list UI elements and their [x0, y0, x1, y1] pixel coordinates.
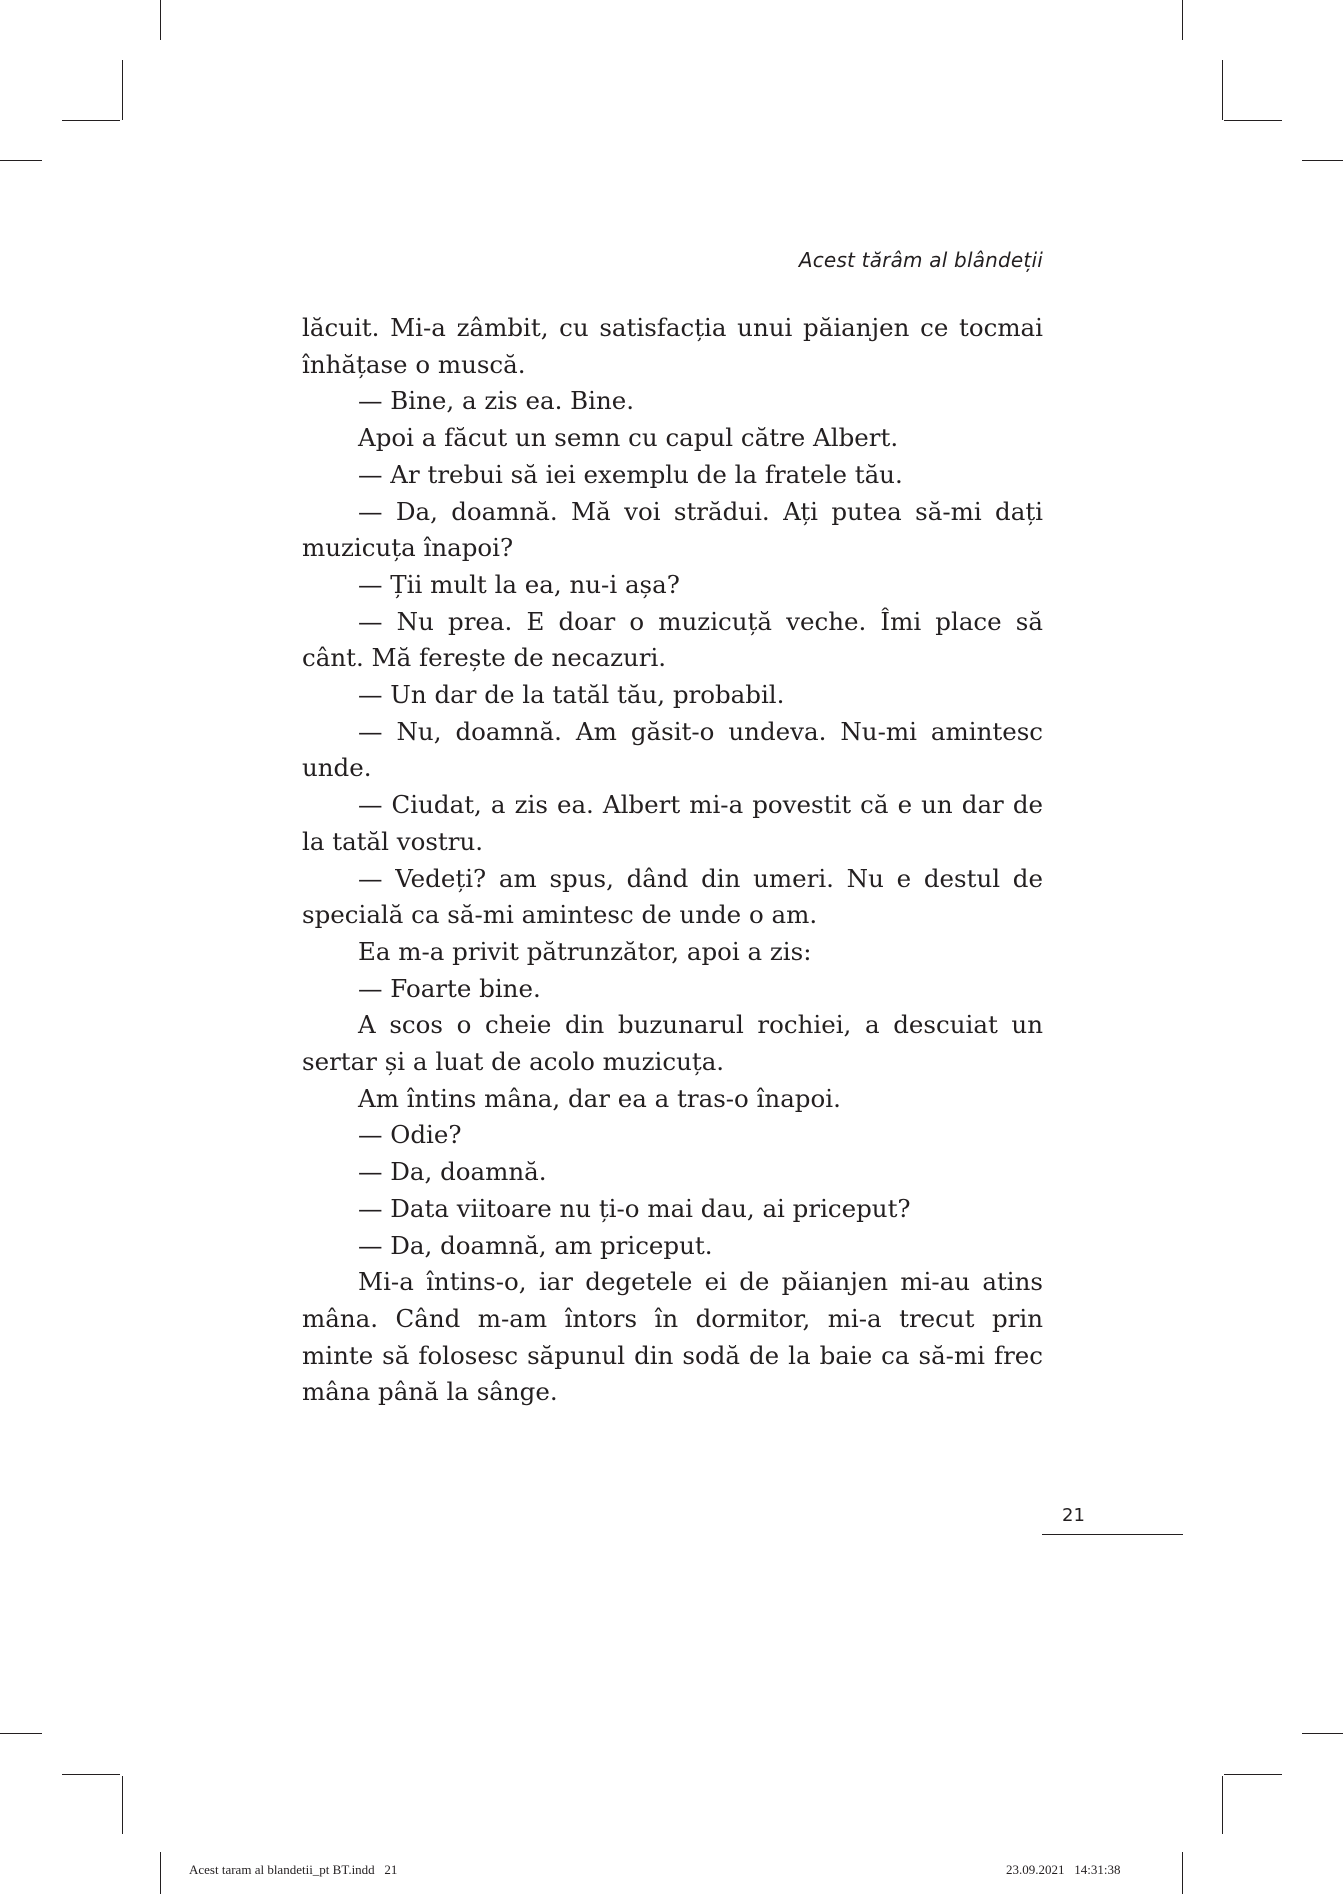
- paragraph: — Nu, doamnă. Am găsit-o undeva. Nu-mi amintesc unde.: [302, 716, 1043, 783]
- crop-mark: [1224, 1774, 1282, 1775]
- paragraph: — Ții mult la ea, nu-i așa?: [358, 569, 680, 599]
- body-text: [302, 310, 1043, 1411]
- paragraph: Am întins mâna, dar ea a tras-o înapoi.: [358, 1083, 841, 1113]
- page-number: 21: [1042, 1505, 1183, 1535]
- paragraph: A scos o cheie din buzunarul rochiei, a descuiat un sertar și a luat de acolo muzicuța.: [302, 1010, 1043, 1077]
- crop-mark: [122, 1776, 123, 1834]
- crop-mark: [160, 0, 161, 40]
- paragraph: — Foarte bine.: [358, 973, 541, 1003]
- paragraph: — Odie?: [358, 1120, 462, 1150]
- crop-mark: [160, 1852, 161, 1894]
- crop-mark: [1302, 1733, 1343, 1734]
- paragraph: — Da, doamnă.: [358, 1157, 547, 1187]
- paragraph: — Un dar de la tatăl tău, probabil.: [358, 680, 785, 710]
- crop-mark: [62, 120, 120, 121]
- paragraph: — Nu prea. E doar o muzicuță veche. Îmi place să cânt. Mă ferește de necazuri.: [302, 606, 1043, 673]
- crop-mark: [122, 60, 123, 120]
- crop-mark: [1224, 120, 1282, 121]
- slug-timestamp: 23.09.2021 14:31:38: [1006, 1862, 1121, 1877]
- crop-mark: [1182, 0, 1183, 40]
- paragraph: Mi-a întins-o, iar degetele ei de păianjen mi-au atins mâna. Când m-am întors în dormitor, mi-a trecut prin minte să folosesc săpunul din sodă de la baie ca să-mi frec mâna până la sânge.: [302, 1267, 1043, 1407]
- paragraph: — Ciudat, a zis ea. Albert mi-a povestit că e un dar de la tatăl vostru.: [302, 790, 1043, 856]
- crop-mark: [1302, 160, 1343, 161]
- paragraph: — Ar trebui să iei exemplu de la fratele tău.: [358, 459, 903, 489]
- paragraph: — Data viitoare nu ți-o mai dau, ai priceput?: [358, 1193, 911, 1223]
- paragraph: Apoi a făcut un semn cu capul către Albert.: [358, 423, 899, 453]
- paragraph: — Da, doamnă, am priceput.: [358, 1230, 713, 1260]
- slug-filename: Acest taram al blandetii_pt BT.indd 21: [189, 1862, 398, 1877]
- paragraph: Ea m-a privit pătrunzător, apoi a zis:: [358, 936, 812, 966]
- paragraph: — Da, doamnă. Mă voi strădui. Ați putea să-mi dați muzicuța înapoi?: [302, 496, 1043, 563]
- crop-mark: [1222, 1776, 1223, 1834]
- paragraph: — Bine, a zis ea. Bine.: [358, 386, 635, 416]
- crop-mark: [1182, 1852, 1183, 1894]
- paragraph: lăcuit. Mi-a zâmbit, cu satisfacția unui păianjen ce tocmai înhățase o muscă.: [302, 313, 1043, 379]
- paragraph: — Vedeți? am spus, dând din umeri. Nu e destul de specială ca să-mi amintesc de unde o am.: [302, 863, 1043, 930]
- crop-mark: [62, 1774, 120, 1775]
- running-head: Acest tărâm al blândeții: [798, 248, 1043, 272]
- crop-mark: [0, 160, 42, 161]
- crop-mark: [0, 1733, 42, 1734]
- crop-mark: [1222, 60, 1223, 120]
